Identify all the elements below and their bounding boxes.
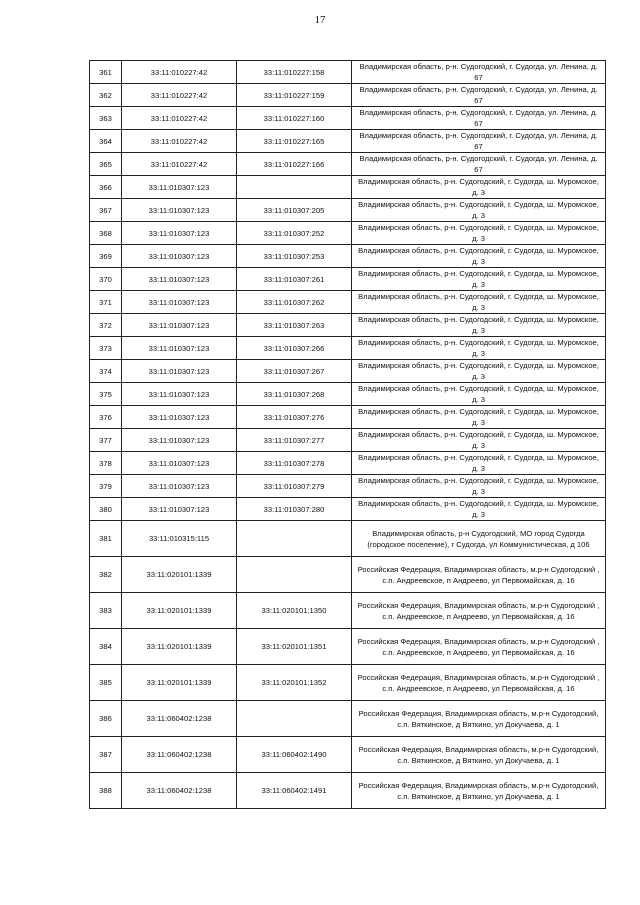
row-number-cell: 380 [90, 498, 122, 521]
cadastral-number-cell: 33:11:020101:1350 [237, 593, 352, 629]
address-cell: Владимирская область, р-н. Судогодский, г. Судогда, ш. Муромское, д. 3 [352, 245, 606, 268]
cadastral-number-cell: 33:11:010307:277 [237, 429, 352, 452]
table-row [90, 498, 606, 521]
parent-cadastral-number-cell: 33:11:020101:1339 [122, 593, 237, 629]
parent-cadastral-number-cell: 33:11:060402:1238 [122, 737, 237, 773]
address-cell: Владимирская область, р-н Судогодский, МО город Судогда (городское поселение), г Судогда, ул Коммунистическая, д 106 [352, 521, 606, 557]
cadastral-number-cell: 33:11:010307:280 [237, 498, 352, 521]
parent-cadastral-number-cell: 33:11:010307:123 [122, 452, 237, 475]
table-row [90, 199, 606, 222]
table-body [90, 61, 606, 809]
address-cell: Владимирская область, р-н. Судогодский, г. Судогда, ш. Муромское, д. 3 [352, 498, 606, 521]
parent-cadastral-number-cell: 33:11:010307:123 [122, 245, 237, 268]
parent-cadastral-number-cell: 33:11:010307:123 [122, 475, 237, 498]
cadastral-number-cell: 33:11:020101:1351 [237, 629, 352, 665]
table-row [90, 130, 606, 153]
address-cell: Владимирская область, р-н. Судогодский, г. Судогда, ул. Ленина, д. 67 [352, 130, 606, 153]
table-row [90, 268, 606, 291]
row-number-cell: 370 [90, 268, 122, 291]
table-row [90, 521, 606, 557]
table-row [90, 61, 606, 84]
cadastral-number-cell [237, 701, 352, 737]
table-row [90, 665, 606, 701]
table-row [90, 314, 606, 337]
parent-cadastral-number-cell: 33:11:010307:123 [122, 176, 237, 199]
address-cell: Российская Федерация, Владимирская область, м.р-н Судогодский , с.п. Андреевское, п Андреево, ул Первомайская, д. 16 [352, 557, 606, 593]
parent-cadastral-number-cell: 33:11:010307:123 [122, 337, 237, 360]
row-number-cell: 361 [90, 61, 122, 84]
table-row [90, 383, 606, 406]
parent-cadastral-number-cell: 33:11:060402:1238 [122, 701, 237, 737]
cadastral-number-cell [237, 557, 352, 593]
cadastral-number-cell: 33:11:010307:276 [237, 406, 352, 429]
row-number-cell: 364 [90, 130, 122, 153]
table-row [90, 593, 606, 629]
address-cell: Российская Федерация, Владимирская область, м.р-н Судогодский , с.п. Андреевское, п Андреево, ул Первомайская, д. 16 [352, 629, 606, 665]
cadastral-number-cell: 33:11:010307:268 [237, 383, 352, 406]
address-cell: Российская Федерация, Владимирская область, м.р-н Судогодский, с.п. Вяткинское, д Вяткино, ул Докучаева, д. 1 [352, 701, 606, 737]
table-row [90, 245, 606, 268]
parent-cadastral-number-cell: 33:11:010307:123 [122, 406, 237, 429]
row-number-cell: 381 [90, 521, 122, 557]
cadastral-number-cell: 33:11:010227:165 [237, 130, 352, 153]
row-number-cell: 369 [90, 245, 122, 268]
row-number-cell: 366 [90, 176, 122, 199]
address-cell: Владимирская область, р-н. Судогодский, г. Судогда, ш. Муромское, д. 3 [352, 268, 606, 291]
address-cell: Российская Федерация, Владимирская область, м.р-н Судогодский , с.п. Андреевское, п Андреево, ул Первомайская, д. 16 [352, 593, 606, 629]
row-number-cell: 376 [90, 406, 122, 429]
cadastral-number-cell: 33:11:060402:1490 [237, 737, 352, 773]
address-cell: Владимирская область, р-н. Судогодский, г. Судогда, ш. Муромское, д. 3 [352, 360, 606, 383]
cadastral-number-cell: 33:11:060402:1491 [237, 773, 352, 809]
address-cell: Владимирская область, р-н. Судогодский, г. Судогда, ш. Муромское, д. 3 [352, 383, 606, 406]
row-number-cell: 383 [90, 593, 122, 629]
row-number-cell: 382 [90, 557, 122, 593]
table-row [90, 222, 606, 245]
table-row [90, 84, 606, 107]
address-cell: Владимирская область, р-н. Судогодский, г. Судогда, ул. Ленина, д. 67 [352, 153, 606, 176]
address-cell: Владимирская область, р-н. Судогодский, г. Судогда, ш. Муромское, д. 3 [352, 199, 606, 222]
row-number-cell: 378 [90, 452, 122, 475]
table-row [90, 557, 606, 593]
page-number: 17 [314, 14, 326, 26]
row-number-cell: 371 [90, 291, 122, 314]
row-number-cell: 367 [90, 199, 122, 222]
parent-cadastral-number-cell: 33:11:010227:42 [122, 130, 237, 153]
address-cell: Российская Федерация, Владимирская область, м.р-н Судогодский , с.п. Андреевское, п Андреево, ул Первомайская, д. 16 [352, 665, 606, 701]
table-row [90, 737, 606, 773]
table-row [90, 452, 606, 475]
row-number-cell: 375 [90, 383, 122, 406]
address-cell: Владимирская область, р-н. Судогодский, г. Судогда, ш. Муромское, д. 3 [352, 176, 606, 199]
parent-cadastral-number-cell: 33:11:010307:123 [122, 360, 237, 383]
cadastral-number-cell: 33:11:010307:253 [237, 245, 352, 268]
address-cell: Российская Федерация, Владимирская область, м.р-н Судогодский, с.п. Вяткинское, д Вяткино, ул Докучаева, д. 1 [352, 773, 606, 809]
parent-cadastral-number-cell: 33:11:010307:123 [122, 199, 237, 222]
cadastral-number-cell: 33:11:010307:205 [237, 199, 352, 222]
cadastral-number-cell: 33:11:010307:279 [237, 475, 352, 498]
cadastral-number-cell: 33:11:010227:160 [237, 107, 352, 130]
cadastral-number-cell: 33:11:010227:158 [237, 61, 352, 84]
address-cell: Владимирская область, р-н. Судогодский, г. Судогда, ш. Муромское, д. 3 [352, 452, 606, 475]
table-row [90, 429, 606, 452]
parent-cadastral-number-cell: 33:11:010227:42 [122, 153, 237, 176]
parent-cadastral-number-cell: 33:11:010315:115 [122, 521, 237, 557]
table-row [90, 176, 606, 199]
parent-cadastral-number-cell: 33:11:010307:123 [122, 429, 237, 452]
cadastral-number-cell: 33:11:010307:262 [237, 291, 352, 314]
cadastral-number-cell: 33:11:010307:266 [237, 337, 352, 360]
row-number-cell: 374 [90, 360, 122, 383]
address-cell: Российская Федерация, Владимирская область, м.р-н Судогодский, с.п. Вяткинское, д Вяткино, ул Докучаева, д. 1 [352, 737, 606, 773]
row-number-cell: 372 [90, 314, 122, 337]
address-cell: Владимирская область, р-н. Судогодский, г. Судогда, ш. Муромское, д. 3 [352, 406, 606, 429]
address-cell: Владимирская область, р-н. Судогодский, г. Судогда, ш. Муромское, д. 3 [352, 314, 606, 337]
parent-cadastral-number-cell: 33:11:060402:1238 [122, 773, 237, 809]
address-cell: Владимирская область, р-н. Судогодский, г. Судогда, ул. Ленина, д. 67 [352, 84, 606, 107]
parent-cadastral-number-cell: 33:11:010227:42 [122, 107, 237, 130]
table-row [90, 773, 606, 809]
table-row [90, 701, 606, 737]
cadastral-number-cell [237, 176, 352, 199]
row-number-cell: 368 [90, 222, 122, 245]
parent-cadastral-number-cell: 33:11:010227:42 [122, 84, 237, 107]
row-number-cell: 362 [90, 84, 122, 107]
row-number-cell: 365 [90, 153, 122, 176]
table-row [90, 629, 606, 665]
address-cell: Владимирская область, р-н. Судогодский, г. Судогда, ш. Муромское, д. 3 [352, 475, 606, 498]
parent-cadastral-number-cell: 33:11:020101:1339 [122, 665, 237, 701]
parent-cadastral-number-cell: 33:11:010307:123 [122, 291, 237, 314]
table-row [90, 337, 606, 360]
parent-cadastral-number-cell: 33:11:010307:123 [122, 383, 237, 406]
parent-cadastral-number-cell: 33:11:010227:42 [122, 61, 237, 84]
parent-cadastral-number-cell: 33:11:010307:123 [122, 498, 237, 521]
cadastral-number-cell: 33:11:010307:263 [237, 314, 352, 337]
table-row [90, 406, 606, 429]
row-number-cell: 373 [90, 337, 122, 360]
row-number-cell: 379 [90, 475, 122, 498]
cadastral-number-cell: 33:11:010227:166 [237, 153, 352, 176]
cadastral-number-cell: 33:11:010307:278 [237, 452, 352, 475]
cadastral-number-cell [237, 521, 352, 557]
parent-cadastral-number-cell: 33:11:010307:123 [122, 222, 237, 245]
cadastral-registry-table [89, 60, 606, 809]
row-number-cell: 377 [90, 429, 122, 452]
parent-cadastral-number-cell: 33:11:010307:123 [122, 268, 237, 291]
row-number-cell: 384 [90, 629, 122, 665]
cadastral-number-cell: 33:11:020101:1352 [237, 665, 352, 701]
address-cell: Владимирская область, р-н. Судогодский, г. Судогда, ш. Муромское, д. 3 [352, 337, 606, 360]
parent-cadastral-number-cell: 33:11:020101:1339 [122, 629, 237, 665]
address-cell: Владимирская область, р-н. Судогодский, г. Судогда, ул. Ленина, д. 67 [352, 61, 606, 84]
address-cell: Владимирская область, р-н. Судогодский, г. Судогда, ш. Муромское, д. 3 [352, 291, 606, 314]
row-number-cell: 386 [90, 701, 122, 737]
address-cell: Владимирская область, р-н. Судогодский, г. Судогда, ш. Муромское, д. 3 [352, 429, 606, 452]
cadastral-number-cell: 33:11:010227:159 [237, 84, 352, 107]
row-number-cell: 387 [90, 737, 122, 773]
row-number-cell: 363 [90, 107, 122, 130]
row-number-cell: 388 [90, 773, 122, 809]
table-row [90, 153, 606, 176]
parent-cadastral-number-cell: 33:11:020101:1339 [122, 557, 237, 593]
cadastral-number-cell: 33:11:010307:252 [237, 222, 352, 245]
table-row [90, 291, 606, 314]
address-cell: Владимирская область, р-н. Судогодский, г. Судогда, ул. Ленина, д. 67 [352, 107, 606, 130]
cadastral-number-cell: 33:11:010307:267 [237, 360, 352, 383]
table-row [90, 107, 606, 130]
table-row [90, 475, 606, 498]
address-cell: Владимирская область, р-н. Судогодский, г. Судогда, ш. Муромское, д. 3 [352, 222, 606, 245]
row-number-cell: 385 [90, 665, 122, 701]
cadastral-number-cell: 33:11:010307:261 [237, 268, 352, 291]
table-row [90, 360, 606, 383]
parent-cadastral-number-cell: 33:11:010307:123 [122, 314, 237, 337]
